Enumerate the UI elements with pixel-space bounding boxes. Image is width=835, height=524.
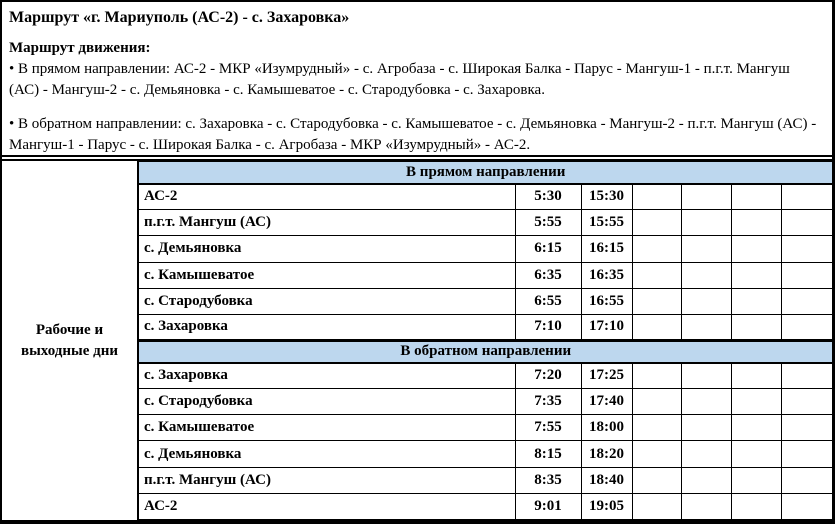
empty-schedule-cell xyxy=(731,493,781,519)
time-cell-2: 18:00 xyxy=(581,415,632,441)
time-cell-1: 9:01 xyxy=(515,493,581,519)
empty-schedule-cell xyxy=(731,184,781,210)
empty-schedule-cell xyxy=(681,210,731,236)
empty-schedule-cell xyxy=(632,363,681,389)
forward-section-header-row xyxy=(2,162,832,184)
empty-schedule-cell xyxy=(681,441,731,467)
time-cell-2: 18:20 xyxy=(581,441,632,467)
empty-schedule-cell xyxy=(632,415,681,441)
time-cell-1: 8:35 xyxy=(515,467,581,493)
stop-name-cell: с. Камышеватое xyxy=(138,262,515,288)
empty-schedule-cell xyxy=(681,363,731,389)
time-cell-1: 6:55 xyxy=(515,288,581,314)
empty-schedule-cell xyxy=(632,314,681,340)
stop-name-cell: с. Захаровка xyxy=(138,363,515,389)
empty-schedule-cell xyxy=(681,493,731,519)
stop-name-cell: с. Камышеватое xyxy=(138,415,515,441)
empty-schedule-cell xyxy=(731,288,781,314)
time-cell-1: 7:35 xyxy=(515,389,581,415)
stop-name-cell: с. Демьяновка xyxy=(138,236,515,262)
empty-schedule-cell xyxy=(731,262,781,288)
empty-schedule-cell xyxy=(781,236,832,262)
empty-schedule-cell xyxy=(681,415,731,441)
stop-name-cell: п.г.т. Мангуш (АС) xyxy=(138,210,515,236)
empty-schedule-cell xyxy=(681,262,731,288)
time-cell-1: 5:30 xyxy=(515,184,581,210)
time-cell-1: 7:55 xyxy=(515,415,581,441)
empty-schedule-cell xyxy=(632,441,681,467)
time-cell-2: 19:05 xyxy=(581,493,632,519)
time-cell-2: 16:35 xyxy=(581,262,632,288)
schedule-table xyxy=(2,161,832,520)
empty-schedule-cell xyxy=(731,314,781,340)
empty-schedule-cell xyxy=(781,184,832,210)
stop-name-cell: п.г.т. Мангуш (АС) xyxy=(138,467,515,493)
time-cell-2: 16:15 xyxy=(581,236,632,262)
empty-schedule-cell xyxy=(632,262,681,288)
stop-name-cell: АС-2 xyxy=(138,184,515,210)
empty-schedule-cell xyxy=(781,441,832,467)
time-cell-1: 8:15 xyxy=(515,441,581,467)
schedule-table-wrapper xyxy=(2,155,832,520)
empty-schedule-cell xyxy=(781,363,832,389)
time-cell-2: 15:55 xyxy=(581,210,632,236)
days-label-cell xyxy=(2,162,138,520)
empty-schedule-cell xyxy=(632,493,681,519)
time-cell-2: 15:30 xyxy=(581,184,632,210)
time-cell-2: 16:55 xyxy=(581,288,632,314)
forward-route-description: • В прямом направлении: АС-2 - МКР «Изумрудный» - с. Агробаза - с. Широкая Балка - Парус - Мангуш-1 - п.г.т. Мангуш (АС) - Мангуш-2 - с. Демьяновка - с. Камышеватое - с. Стародубовка - с. Захаровка. xyxy=(9,61,790,98)
empty-schedule-cell xyxy=(781,467,832,493)
empty-schedule-cell xyxy=(781,389,832,415)
page-title: Маршрут «г. Мариуполь (АС-2) - с. Захаровка» xyxy=(9,9,350,26)
time-cell-1: 6:35 xyxy=(515,262,581,288)
empty-schedule-cell xyxy=(781,210,832,236)
empty-schedule-cell xyxy=(632,389,681,415)
stop-name-cell: с. Стародубовка xyxy=(138,288,515,314)
empty-schedule-cell xyxy=(632,288,681,314)
empty-schedule-cell xyxy=(731,236,781,262)
empty-schedule-cell xyxy=(781,493,832,519)
empty-schedule-cell xyxy=(681,389,731,415)
empty-schedule-cell xyxy=(731,467,781,493)
stop-name-cell: с. Захаровка xyxy=(138,314,515,340)
empty-schedule-cell xyxy=(731,415,781,441)
empty-schedule-cell xyxy=(781,288,832,314)
empty-schedule-cell xyxy=(781,415,832,441)
empty-schedule-cell xyxy=(731,210,781,236)
stop-name-cell: с. Демьяновка xyxy=(138,441,515,467)
time-cell-1: 7:20 xyxy=(515,363,581,389)
empty-schedule-cell xyxy=(731,441,781,467)
empty-schedule-cell xyxy=(632,184,681,210)
empty-schedule-cell xyxy=(731,389,781,415)
empty-schedule-cell xyxy=(681,184,731,210)
empty-schedule-cell xyxy=(731,363,781,389)
time-cell-2: 18:40 xyxy=(581,467,632,493)
days-label-line2: выходные дни xyxy=(20,342,119,359)
empty-schedule-cell xyxy=(681,236,731,262)
empty-schedule-cell xyxy=(681,314,731,340)
empty-schedule-cell xyxy=(781,314,832,340)
reverse-section-header: В обратном направлении xyxy=(138,340,832,362)
empty-schedule-cell xyxy=(632,210,681,236)
stop-name-cell: АС-2 xyxy=(138,493,515,519)
time-cell-1: 7:10 xyxy=(515,314,581,340)
time-cell-2: 17:25 xyxy=(581,363,632,389)
empty-schedule-cell xyxy=(632,467,681,493)
time-cell-2: 17:40 xyxy=(581,389,632,415)
empty-schedule-cell xyxy=(632,236,681,262)
time-cell-1: 5:55 xyxy=(515,210,581,236)
stop-name-cell: с. Стародубовка xyxy=(138,389,515,415)
empty-schedule-cell xyxy=(681,467,731,493)
reverse-route-description: • В обратном направлении: с. Захаровка - с. Стародубовка - с. Камышеватое - с. Демьяновка - Мангуш-2 - п.г.т. Мангуш (АС) - Мангуш-1 - Парус - с. Широкая Балка - с. Агробаза - МКР «Изумрудный» - АС-2. xyxy=(9,116,817,153)
days-label-line1: Рабочие и xyxy=(35,321,104,338)
time-cell-1: 6:15 xyxy=(515,236,581,262)
document-header xyxy=(2,2,832,155)
empty-schedule-cell xyxy=(681,288,731,314)
forward-section-header: В прямом направлении xyxy=(138,162,832,184)
time-cell-2: 17:10 xyxy=(581,314,632,340)
route-heading: Маршрут движения: xyxy=(9,40,151,56)
empty-schedule-cell xyxy=(781,262,832,288)
